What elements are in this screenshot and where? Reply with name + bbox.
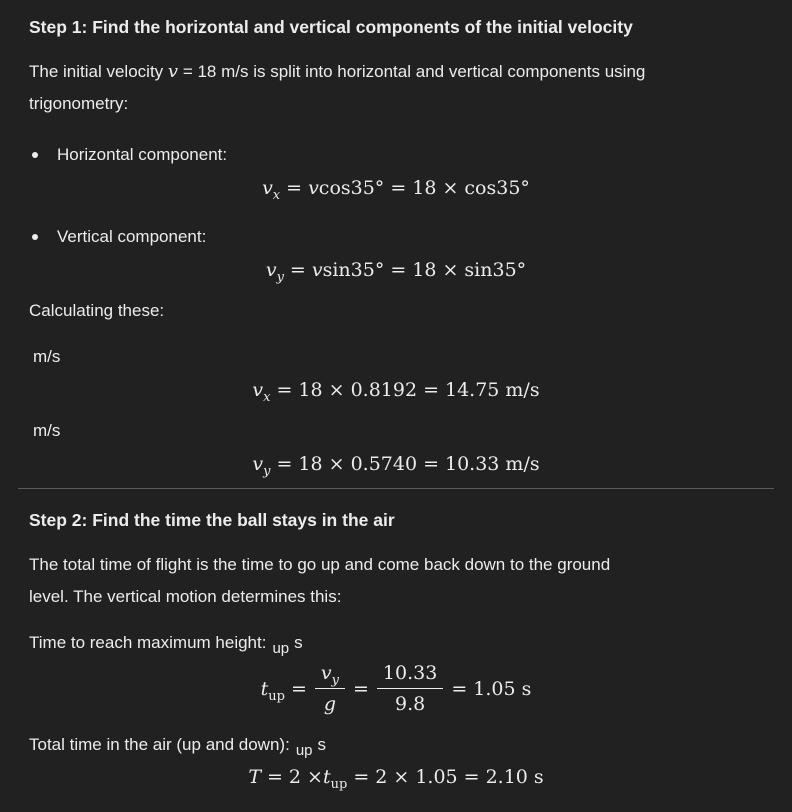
intro-text-3: trigonometry: (29, 94, 129, 113)
bullet-vertical-label: Vertical component: (57, 227, 207, 246)
formula-vy-definition (29, 256, 763, 284)
sin-term: sin35° (322, 259, 385, 281)
total-result: 2.10 s (485, 766, 544, 788)
leftover-sub-up: up (272, 640, 290, 657)
equals-sign: = (423, 379, 439, 401)
fraction-denominator: 9.8 (395, 693, 426, 715)
section-divider (18, 488, 774, 489)
bullet-item-horizontal (29, 142, 763, 168)
equals-sign: = (286, 177, 303, 199)
formula-time-up (29, 660, 763, 717)
leftover-sub-up: up (295, 742, 313, 759)
equals-sign: = (353, 766, 370, 788)
bullet-icon (32, 152, 38, 158)
math-var-vx: $v_x$ (252, 379, 271, 405)
equals-sign: = (267, 766, 283, 788)
tup-result: 1.05 s (473, 677, 532, 700)
equals-sign: = (451, 677, 468, 700)
step2-heading: Step 2: Find the time the ball stays in the air (29, 510, 395, 530)
vx-def-rhs: 18 × cos35° (412, 177, 530, 199)
vx-multiplication: 18 × 0.8192 (298, 379, 418, 401)
equals-sign: = (276, 453, 293, 475)
math-var-v: v (308, 177, 319, 199)
step1-heading: Step 1: Find the horizontal and vertical components of the initial velocity (29, 17, 633, 37)
math-var-vy: $v_y$ (265, 259, 284, 285)
equals-sign: = (290, 677, 307, 700)
math-var-tup: $t_{up}$ (260, 677, 285, 704)
step2-text-line2: level. The vertical motion determines this: (29, 587, 342, 606)
formula-vx-definition (29, 174, 763, 202)
velocity-variable: v (167, 61, 179, 82)
fraction-vy-over-g (315, 660, 345, 717)
chat-message-content (0, 14, 792, 792)
bullet-item-vertical (29, 224, 763, 250)
equals-sign: = (423, 453, 439, 475)
math-var-vy: $v_y$ (252, 453, 271, 479)
fraction-numeric (377, 660, 443, 717)
math-var-v: v (311, 259, 323, 281)
equals-sign: = (390, 259, 407, 281)
equals-sign: = (353, 677, 369, 700)
bullet-icon (32, 234, 38, 240)
cos-term: cos35° (318, 177, 385, 199)
calculating-label: Calculating these: (29, 301, 165, 320)
equals-sign: = (463, 766, 480, 788)
intro-text-1: The initial velocity (29, 62, 164, 81)
formula-vy-value (29, 450, 763, 478)
vy-multiplication: 18 × 0.5740 (298, 453, 418, 475)
step1-intro-paragraph (29, 56, 763, 120)
formula-vx-value (29, 376, 763, 404)
fraction-denominator: g (323, 693, 337, 715)
coefficient: 2 × (288, 766, 323, 788)
time-up-label-line (29, 629, 763, 658)
leftover-unit-ms-y: m/s (33, 421, 61, 440)
leftover-unit-s: s (317, 735, 326, 754)
math-var-tup: $t_{up}$ (322, 766, 348, 792)
total-time-label-line (29, 731, 763, 760)
time-up-label: Time to reach maximum height: (29, 633, 267, 652)
leftover-unit-ms-x: m/s (33, 347, 61, 366)
vy-def-rhs: 18 × sin35° (412, 259, 527, 281)
equals-sign: = (390, 177, 407, 199)
intro-velocity-value: = 18 m/s (182, 62, 249, 81)
bullet-horizontal-label: Horizontal component: (57, 145, 228, 164)
fraction-numerator: $v_y$ (315, 660, 345, 689)
intro-text-2: is split into horizontal and vertical components using (253, 62, 646, 81)
formula-total-time (29, 762, 763, 792)
step2-text-line1: The total time of flight is the time to go up and come back down to the ground (29, 555, 611, 574)
equals-sign: = (276, 379, 293, 401)
equals-sign: = (289, 259, 306, 281)
math-var-T: T (248, 766, 261, 788)
total-calc: 2 × 1.05 (375, 766, 458, 788)
vy-result: 10.33 m/s (445, 453, 540, 475)
math-var-vx: $v_x$ (262, 177, 281, 203)
total-time-label: Total time in the air (up and down): (29, 735, 290, 754)
step2-paragraph (29, 549, 763, 613)
vx-result: 14.75 m/s (444, 379, 540, 401)
leftover-unit-s: s (294, 633, 303, 652)
fraction-numerator: 10.33 (377, 660, 443, 689)
